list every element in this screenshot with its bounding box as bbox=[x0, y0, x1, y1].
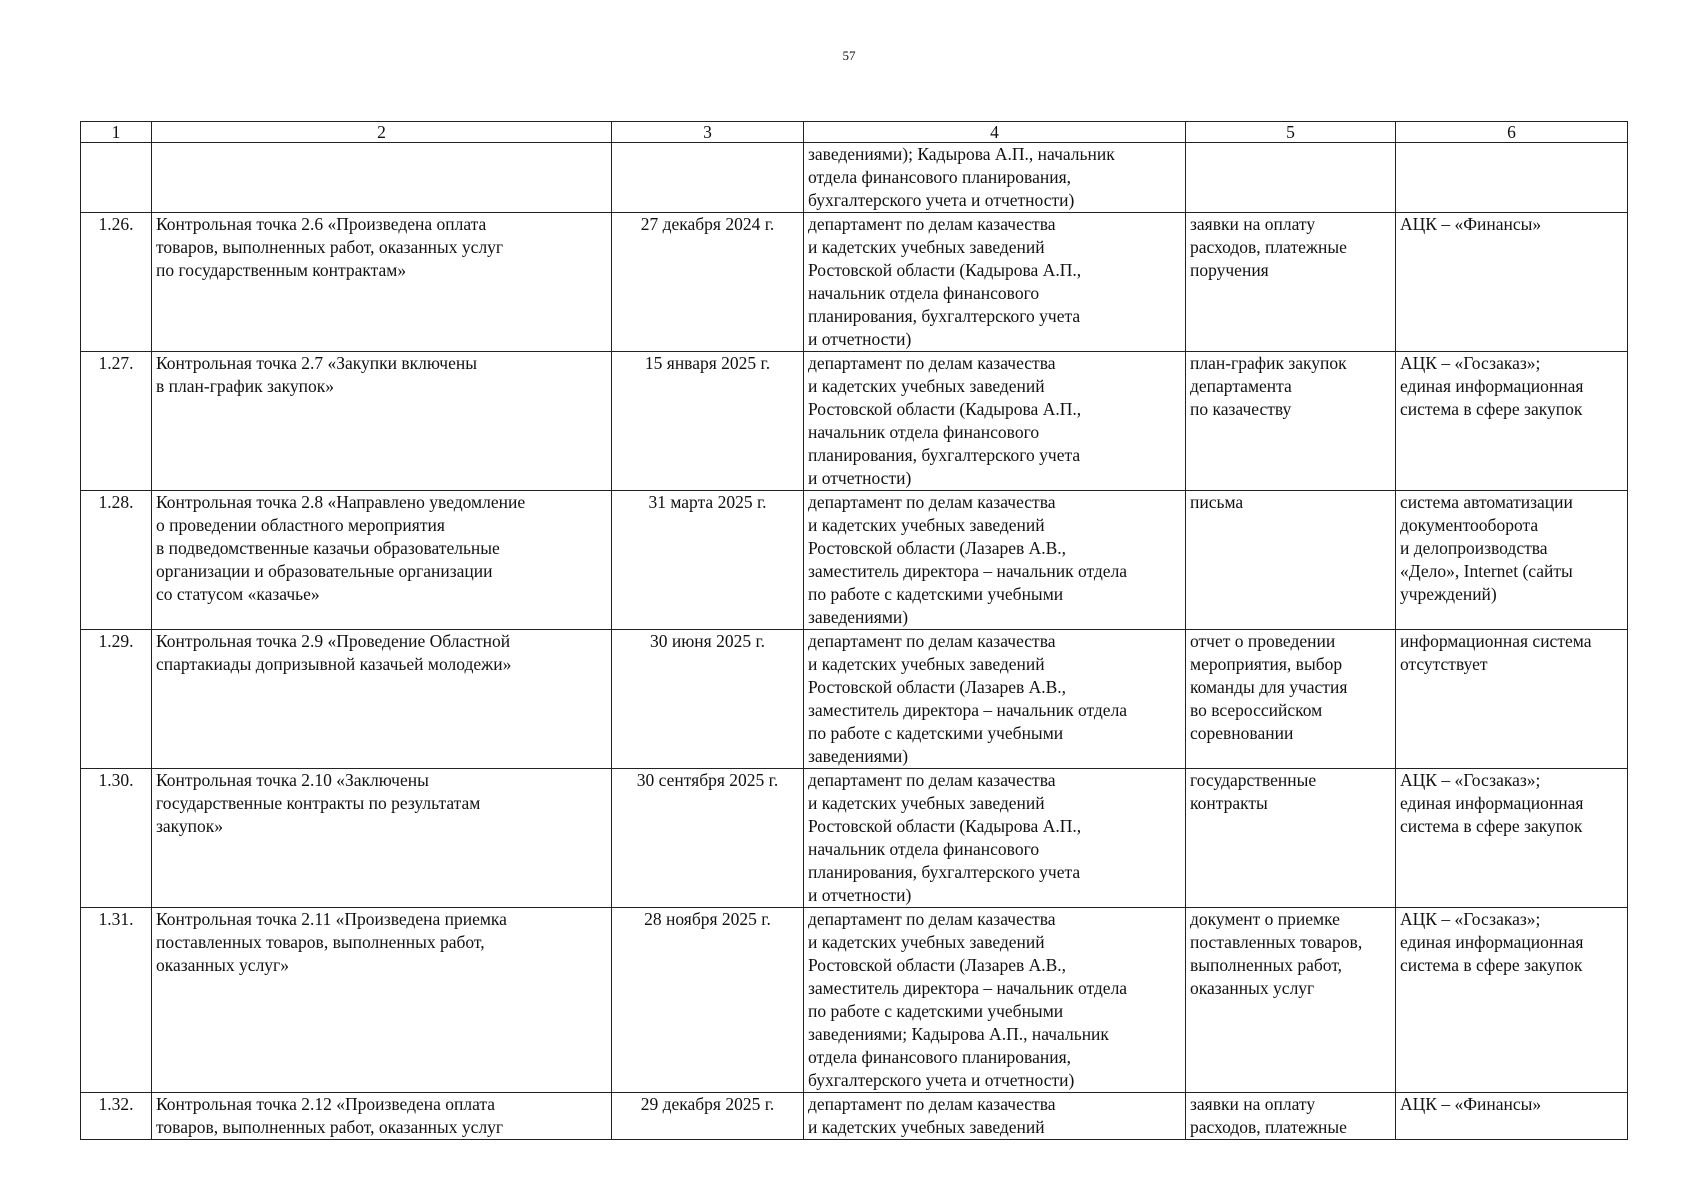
responsible-cell: департамент по делам казачества и кадетских учебных заведений Ростовской области (Лазарев А.В., заместитель директора – начальник отдела по работе с кадетскими учебными заведениями; Кадырова А.П., начальник отдела финансового планирования, бухгалтерского учета и отчетности) bbox=[804, 908, 1186, 1093]
event-cell: Контрольная точка 2.12 «Произведена оплата товаров, выполненных работ, оказанных услуг bbox=[152, 1093, 612, 1140]
date-cell: 30 июня 2025 г. bbox=[612, 630, 804, 769]
row-number-cell: 1.27. bbox=[81, 352, 152, 491]
date-cell: 29 декабря 2025 г. bbox=[612, 1093, 804, 1140]
system-cell bbox=[1396, 143, 1628, 213]
document-cell: государственные контракты bbox=[1186, 769, 1396, 908]
document-cell: заявки на оплату расходов, платежные bbox=[1186, 1093, 1396, 1140]
row-number-cell: 1.32. bbox=[81, 1093, 152, 1140]
column-header: 2 bbox=[152, 122, 612, 143]
row-number-cell: 1.31. bbox=[81, 908, 152, 1093]
row-number-cell: 1.28. bbox=[81, 491, 152, 630]
system-cell: АЦК – «Финансы» bbox=[1396, 213, 1628, 352]
document-cell bbox=[1186, 143, 1396, 213]
responsible-cell: департамент по делам казачества и кадетских учебных заведений Ростовской области (Лазарев А.В., заместитель директора – начальник отдела по работе с кадетскими учебными заведениями) bbox=[804, 491, 1186, 630]
table-row bbox=[81, 908, 1628, 1093]
system-cell: АЦК – «Госзаказ»; единая информационная система в сфере закупок bbox=[1396, 352, 1628, 491]
system-cell: АЦК – «Госзаказ»; единая информационная система в сфере закупок bbox=[1396, 769, 1628, 908]
row-number-cell: 1.26. bbox=[81, 213, 152, 352]
date-cell: 31 марта 2025 г. bbox=[612, 491, 804, 630]
document-cell: документ о приемке поставленных товаров, выполненных работ, оказанных услуг bbox=[1186, 908, 1396, 1093]
document-cell: отчет о проведении мероприятия, выбор команды для участия во всероссийском соревновании bbox=[1186, 630, 1396, 769]
event-cell: Контрольная точка 2.8 «Направлено уведомление о проведении областного мероприятия в подведомственные казачьи образовательные организации и образовательные организации со статусом «казачье» bbox=[152, 491, 612, 630]
system-cell: АЦК – «Финансы» bbox=[1396, 1093, 1628, 1140]
event-cell: Контрольная точка 2.11 «Произведена приемка поставленных товаров, выполненных работ, оказанных услуг» bbox=[152, 908, 612, 1093]
document-cell: план-график закупок департамента по казачеству bbox=[1186, 352, 1396, 491]
row-number-cell: 1.29. bbox=[81, 630, 152, 769]
date-cell: 27 декабря 2024 г. bbox=[612, 213, 804, 352]
column-number-row bbox=[81, 122, 1628, 143]
row-number-cell bbox=[81, 143, 152, 213]
row-number-cell: 1.30. bbox=[81, 769, 152, 908]
date-cell: 15 января 2025 г. bbox=[612, 352, 804, 491]
document-cell: письма bbox=[1186, 491, 1396, 630]
table-row bbox=[81, 630, 1628, 769]
column-header: 5 bbox=[1186, 122, 1396, 143]
system-cell: информационная система отсутствует bbox=[1396, 630, 1628, 769]
system-cell: АЦК – «Госзаказ»; единая информационная система в сфере закупок bbox=[1396, 908, 1628, 1093]
event-cell bbox=[152, 143, 612, 213]
continuation-row bbox=[81, 143, 1628, 213]
plan-table bbox=[80, 121, 1628, 1140]
table-row bbox=[81, 352, 1628, 491]
column-header: 4 bbox=[804, 122, 1186, 143]
event-cell: Контрольная точка 2.9 «Проведение Областной спартакиады допризывной казачьей молодежи» bbox=[152, 630, 612, 769]
date-cell: 28 ноября 2025 г. bbox=[612, 908, 804, 1093]
date-cell: 30 сентября 2025 г. bbox=[612, 769, 804, 908]
event-cell: Контрольная точка 2.10 «Заключены государственные контракты по результатам закупок» bbox=[152, 769, 612, 908]
column-header: 3 bbox=[612, 122, 804, 143]
column-header: 6 bbox=[1396, 122, 1628, 143]
event-cell: Контрольная точка 2.6 «Произведена оплата товаров, выполненных работ, оказанных услуг по государственным контрактам» bbox=[152, 213, 612, 352]
responsible-cell: заведениями); Кадырова А.П., начальник отдела финансового планирования, бухгалтерского учета и отчетности) bbox=[804, 143, 1186, 213]
responsible-cell: департамент по делам казачества и кадетских учебных заведений Ростовской области (Кадырова А.П., начальник отдела финансового планирования, бухгалтерского учета и отчетности) bbox=[804, 352, 1186, 491]
column-header: 1 bbox=[81, 122, 152, 143]
responsible-cell: департамент по делам казачества и кадетских учебных заведений bbox=[804, 1093, 1186, 1140]
responsible-cell: департамент по делам казачества и кадетских учебных заведений Ростовской области (Лазарев А.В., заместитель директора – начальник отдела по работе с кадетскими учебными заведениями) bbox=[804, 630, 1186, 769]
table-row bbox=[81, 1093, 1628, 1140]
table-row bbox=[81, 491, 1628, 630]
system-cell: система автоматизации документооборота и делопроизводства «Дело», Internet (сайты учреждений) bbox=[1396, 491, 1628, 630]
page-number: 57 bbox=[842, 48, 856, 63]
event-cell: Контрольная точка 2.7 «Закупки включены в план-график закупок» bbox=[152, 352, 612, 491]
responsible-cell: департамент по делам казачества и кадетских учебных заведений Ростовской области (Кадырова А.П., начальник отдела финансового планирования, бухгалтерского учета и отчетности) bbox=[804, 213, 1186, 352]
date-cell bbox=[612, 143, 804, 213]
document-cell: заявки на оплату расходов, платежные поручения bbox=[1186, 213, 1396, 352]
responsible-cell: департамент по делам казачества и кадетских учебных заведений Ростовской области (Кадырова А.П., начальник отдела финансового планирования, бухгалтерского учета и отчетности) bbox=[804, 769, 1186, 908]
table-row bbox=[81, 769, 1628, 908]
table-row bbox=[81, 213, 1628, 352]
